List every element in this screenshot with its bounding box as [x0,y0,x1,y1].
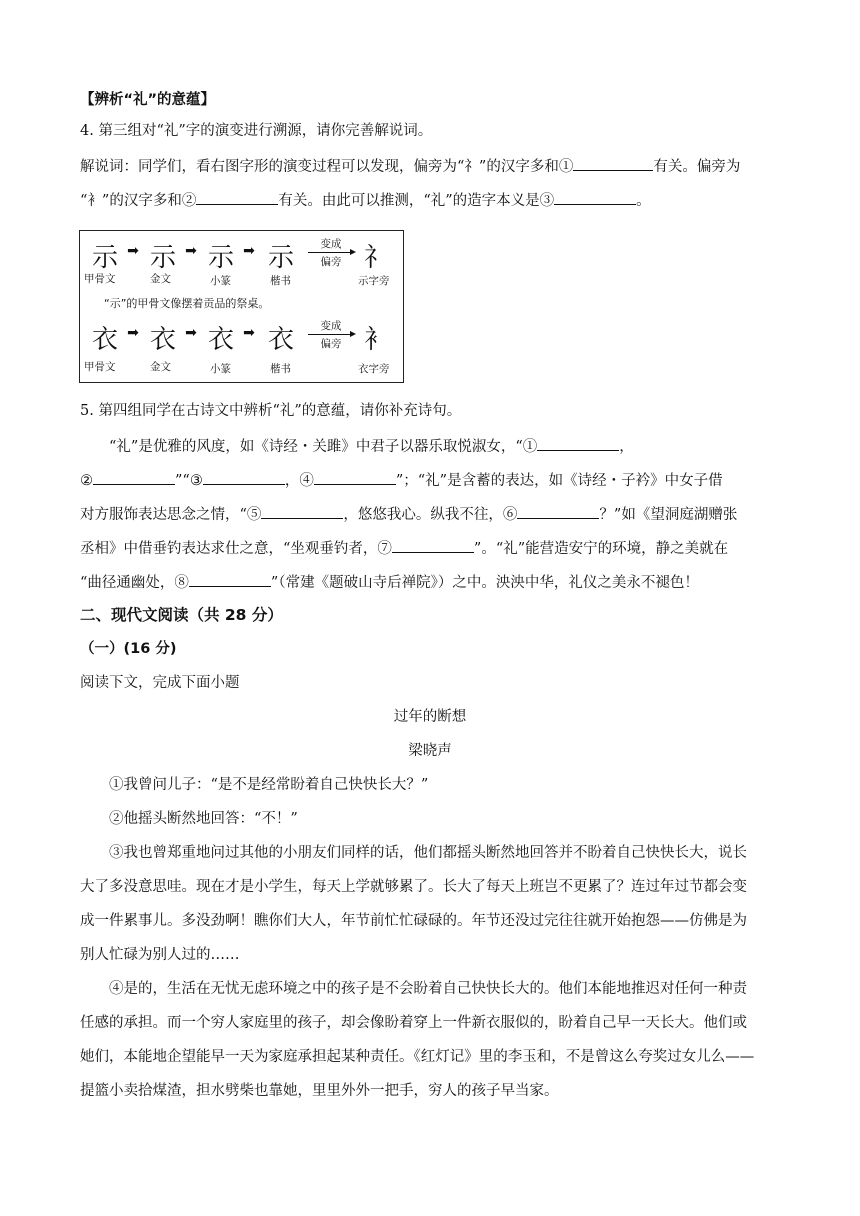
glyph-yi-oracle: 衣 [91,325,118,355]
arrow-icon: ➡ [127,243,139,259]
label-bronze: 金文 [150,361,171,373]
article-paragraph-2: ②他摇头断然地回答：“不！” [109,811,298,827]
blank-3[interactable] [554,189,636,205]
question-5-prompt: 5. 第四组同学在古诗文中辨析“礼”的意蕴，请你补充诗句。 [80,403,462,419]
glyph-shi-regular: 示 [267,243,294,273]
glyph-shi-bronze: 示 [149,243,176,273]
blank-poem-5[interactable] [261,503,343,519]
label-oracle: 甲骨文 [84,361,116,373]
blank-1[interactable] [573,155,653,171]
blank-poem-8[interactable] [189,571,271,587]
article-paragraph-3-line-4: 别人忙碌为别人过的…… [80,947,240,963]
arrow-icon: ➡ [185,325,197,341]
article-paragraph-1: ①我曾问儿子：“是不是经常盼着自己快快长大？” [109,777,429,793]
label-seal: 小篆 [210,275,231,287]
arrow-icon: ➡ [127,325,139,341]
question-5-line-3: 对方服饰表达思念之情，“⑤ ，悠悠我心。纵我不往，⑥ ？”如《望洞庭湖赠张 [80,503,785,525]
label-oracle: 甲骨文 [84,273,116,285]
glyph-yi-radical: 衤 [363,325,390,355]
arrow-icon: ➡ [185,243,197,259]
glyph-shi-oracle: 示 [91,243,118,273]
article-paragraph-4-line-2: 任感的承担。而一个穷人家庭里的孩子，却会像盼着穿上一件新衣服似的，盼着自己早一天长大。他们或 [80,1015,747,1031]
label-regular: 楷书 [270,363,291,375]
article-author: 梁晓声 [408,743,452,759]
question-4-line-2: “衤”的汉字多和② 有关。由此可以推测，“礼”的造字本义是③ 。 [80,189,785,211]
article-paragraph-3-line-3: 成一件累事儿。多没劲啊！瞧你们大人，年节前忙忙碌碌的。年节还没过完往往就开始抱怨——仿佛是为 [80,913,747,929]
glyph-shi-seal: 示 [207,243,234,273]
long-arrow-icon [308,252,354,253]
question-4-prompt: 4. 第三组对“礼”字的演变进行溯源，请你完善解说词。 [80,123,433,139]
question-5-line-1: “礼”是优雅的风度，如《诗经・关雎》中君子以器乐取悦淑女，“① ， [80,435,785,457]
article-paragraph-3-line-1: ③我也曾郑重地问过其他的小朋友们同样的话，他们都摇头断然地回答并不盼着自己快快长大，说长 [109,845,747,861]
blank-poem-1[interactable] [537,435,619,451]
blank-2[interactable] [196,189,278,205]
subsection-heading: （一）(16 分) [80,641,177,657]
label-radical: 衣字旁 [358,363,390,375]
question-5-line-4: 丞相》中借垂钓表达求仕之意，“坐观垂钓者，⑦ ”。“礼”能营造安宁的环境，静之美就在 [80,537,785,559]
blank-poem-2[interactable] [93,469,175,485]
article-paragraph-3-line-2: 大了多没意思哇。现在才是小学生，每天上学就够累了。长大了每天上班岂不更累了？连过年过节都会变 [80,879,747,895]
article-paragraph-4-line-1: ④是的，生活在无忧无虑环境之中的孩子是不会盼着自己快快长大的。他们本能地推迟对任何一种责 [109,981,747,997]
glyph-yi-seal: 衣 [207,325,234,355]
glyph-yi-bronze: 衣 [149,325,176,355]
section-heading: 【辨析“礼”的意蕴】 [80,92,216,108]
character-evolution-figure [79,230,404,383]
figure-note: “示”的甲骨文像摆着贡品的祭桌。 [104,297,270,310]
long-arrow-icon [308,334,354,335]
blank-poem-3[interactable] [203,469,285,485]
reading-instruction: 阅读下文，完成下面小题 [80,675,240,691]
article-paragraph-4-line-4: 提篮小卖拾煤渣，担水劈柴也靠她，里里外外一把手，穷人的孩子早当家。 [80,1083,559,1099]
label-radical: 示字旁 [358,275,390,287]
label-regular: 楷书 [270,275,291,287]
article-title: 过年的断想 [393,709,467,725]
question-5-line-5: “曲径通幽处，⑧ ”（常建《题破山寺后禅院》）之中。泱泱中华，礼仪之美永不褪色！ [80,571,785,593]
arrow-icon: ➡ [243,325,255,341]
glyph-shi-radical: 礻 [363,243,390,273]
question-5-line-2: ② ”“③ ，④ ”；“礼”是含蓄的表达，如《诗经・子衿》中女子借 [80,469,785,491]
label-seal: 小篆 [210,363,231,375]
article-paragraph-4-line-3: 她们，本能地企望能早一天为家庭承担起某种责任。《红灯记》里的李玉和，不是曾这么夸奖过女儿么—— [80,1049,755,1065]
change-to-radical: 变成 偏旁 [308,318,354,351]
part-2-heading: 二、现代文阅读（共 28 分） [80,606,283,624]
blank-poem-4[interactable] [314,469,396,485]
label-bronze: 金文 [150,273,171,285]
blank-poem-6[interactable] [517,503,599,519]
change-to-radical: 变成 偏旁 [308,236,354,269]
glyph-yi-regular: 衣 [267,325,294,355]
arrow-icon: ➡ [243,243,255,259]
blank-poem-7[interactable] [392,537,474,553]
question-4-line-1: 解说词：同学们，看右图字形的演变过程可以发现，偏旁为“礻”的汉字多和① 有关。偏旁为 [80,155,785,177]
